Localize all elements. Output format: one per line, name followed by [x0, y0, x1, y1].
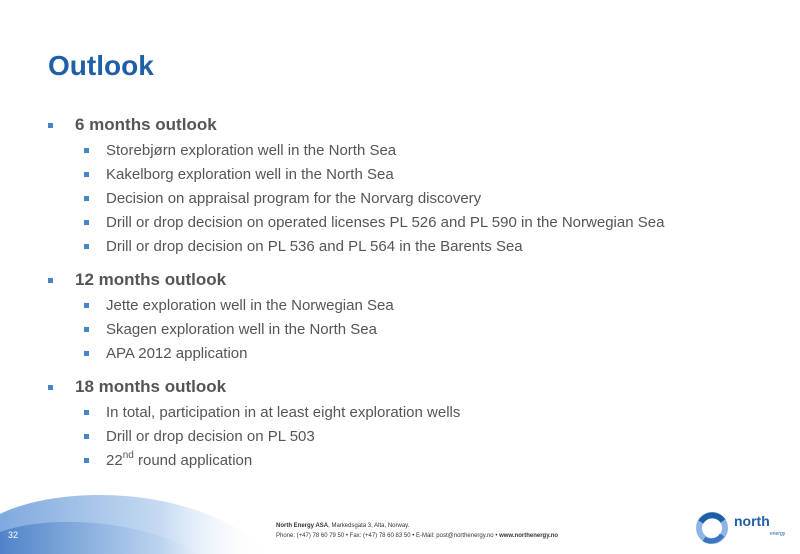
list-item-text: Jette exploration well in the Norwegian Sea: [106, 296, 394, 314]
logo-subtext: energy: [770, 531, 786, 537]
square-bullet-icon: [84, 244, 89, 249]
section-18-months: [48, 377, 768, 472]
company-address: , Markedsgata 3, Alta, Norway.: [328, 523, 410, 529]
square-bullet-icon: [84, 220, 89, 225]
square-bullet-icon: [84, 172, 89, 177]
list-item-text: Skagen exploration well in the North Sea: [106, 320, 377, 338]
contact-details: Phone: (+47) 78 60 79 50 • Fax: (+47) 78 60 83 50 • E-Mail: post@northenergy.no •: [276, 533, 500, 539]
list-item-text: APA 2012 application: [106, 344, 248, 362]
outlook-list: [48, 115, 768, 484]
list-item-text: Decision on appraisal program for the Norvarg discovery: [106, 189, 482, 207]
list-item: [48, 424, 768, 448]
company-name: North Energy ASA: [276, 523, 329, 529]
footer-contact: [276, 521, 558, 541]
logo-wordmark: north: [734, 513, 770, 529]
list-item-text: [106, 449, 253, 469]
list-item-text: Drill or drop decision on PL 536 and PL 564 in the Barents Sea: [106, 237, 523, 255]
list-item: [48, 400, 768, 424]
square-bullet-icon: [84, 351, 89, 356]
round-text: round application: [137, 451, 253, 469]
slide-title: Outlook: [48, 50, 154, 81]
list-item: [48, 317, 768, 341]
square-bullet-icon: [48, 278, 53, 283]
website-link[interactable]: www.northenergy.no: [499, 533, 559, 539]
square-bullet-icon: [48, 385, 53, 390]
list-item: [48, 186, 768, 210]
square-bullet-icon: [84, 434, 89, 439]
list-item: [48, 341, 768, 365]
list-item-text: Drill or drop decision on operated licenses PL 526 and PL 590 in the Norwegian Sea: [106, 213, 665, 231]
section-heading: [48, 377, 768, 397]
footer-wave-decoration: [0, 484, 800, 554]
list-item: [48, 138, 768, 162]
list-item-text: Kakelborg exploration well in the North Sea: [106, 165, 394, 183]
square-bullet-icon: [84, 148, 89, 153]
section-heading-label: 18 months outlook: [75, 377, 227, 396]
round-number: 22: [106, 451, 123, 469]
square-bullet-icon: [48, 123, 53, 128]
section-heading-label: 6 months outlook: [75, 115, 217, 134]
ordinal-suffix: nd: [122, 449, 134, 461]
list-item-text: Storebjørn exploration well in the North Sea: [106, 141, 397, 159]
section-heading: [48, 115, 768, 135]
section-heading: [48, 270, 768, 290]
section-6-months: [48, 115, 768, 258]
list-item: [48, 162, 768, 186]
square-bullet-icon: [84, 303, 89, 308]
list-item-text: Drill or drop decision on PL 503: [106, 427, 315, 445]
list-item: [48, 293, 768, 317]
square-bullet-icon: [84, 410, 89, 415]
section-heading-label: 12 months outlook: [75, 270, 227, 289]
page-number: 32: [8, 530, 19, 540]
list-item-text: In total, participation in at least eight exploration wells: [106, 403, 461, 421]
square-bullet-icon: [84, 327, 89, 332]
list-item: [48, 210, 768, 234]
list-item: [48, 234, 768, 258]
list-item: [48, 448, 768, 472]
section-12-months: [48, 270, 768, 365]
square-bullet-icon: [84, 196, 89, 201]
square-bullet-icon: [84, 458, 89, 463]
